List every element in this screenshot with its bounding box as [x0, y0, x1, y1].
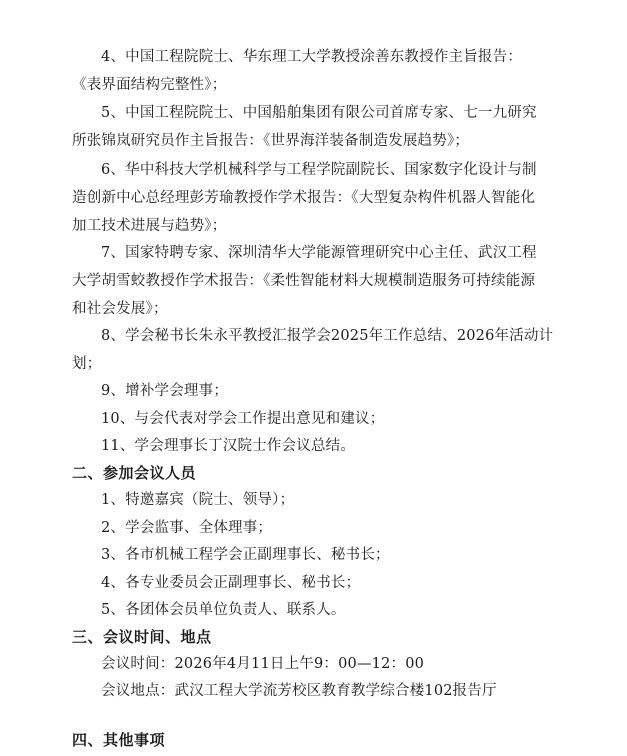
agenda-item-6-line-3: 加工技术进展与趋势》； — [72, 218, 227, 234]
attendee-item-4: 4、各专业委员会正副理事长、秘书长； — [101, 575, 361, 591]
agenda-item-4-line-2: 《表界面结构完整性》； — [72, 77, 227, 93]
section-2-heading: 二、参加会议人员 — [72, 464, 197, 482]
agenda-item-9: 9、增补学会理事； — [101, 383, 229, 399]
agenda-item-11: 11、学会理事长丁汉院士作会议总结。 — [101, 438, 356, 454]
agenda-item-10: 10、与会代表对学会工作提出意见和建议； — [101, 411, 385, 427]
agenda-item-5-line-2: 所张锦岚研究员作主旨报告：《世界海洋装备制造发展趋势》； — [72, 133, 470, 149]
meeting-location: 会议地点：武汉工程大学流芳校区教育教学综合楼102报告厅 — [101, 683, 497, 699]
meeting-time: 会议时间：2026年4月11日上午9：00—12：00 — [101, 656, 425, 672]
agenda-item-6-line-1: 6、华中科技大学机械科学与工程学院副院长、国家数字化设计与制 — [101, 162, 537, 178]
attendee-item-2: 2、学会监事、全体理事； — [101, 520, 273, 536]
agenda-item-7-line-2: 大学胡雪蛟教授作学术报告：《柔性智能材料大规模制造服务可持续能源 — [72, 273, 536, 289]
agenda-item-6-line-2: 造创新中心总经理彭芳瑜教授作学术报告：《大型复杂构件机器人智能化 — [72, 190, 536, 206]
agenda-item-8-line-2: 划； — [72, 356, 102, 372]
section-4-heading: 四、其他事项 — [72, 731, 166, 749]
agenda-item-4-line-1: 4、中国工程院院士、华东理工大学教授涂善东教授作主旨报告： — [101, 49, 523, 65]
section-3-heading: 三、会议时间、地点 — [72, 628, 212, 646]
agenda-item-7-line-3: 和社会发展》； — [72, 301, 168, 317]
attendee-item-1: 1、特邀嘉宾（院士、领导）； — [101, 492, 295, 508]
agenda-item-7-line-1: 7、国家特聘专家、深圳清华大学能源管理研究中心主任、武汉工程 — [101, 245, 537, 261]
attendee-item-5: 5、各团体会员单位负责人、联系人。 — [101, 602, 346, 618]
agenda-item-5-line-1: 5、中国工程院院士、中国船舶集团有限公司首席专家、七一九研究 — [101, 105, 537, 121]
attendee-item-3: 3、各市机械工程学会正副理事长、秘书长； — [101, 547, 390, 563]
agenda-item-8-line-1: 8、学会秘书长朱永平教授汇报学会2025年工作总结、2026年活动计 — [101, 328, 554, 344]
